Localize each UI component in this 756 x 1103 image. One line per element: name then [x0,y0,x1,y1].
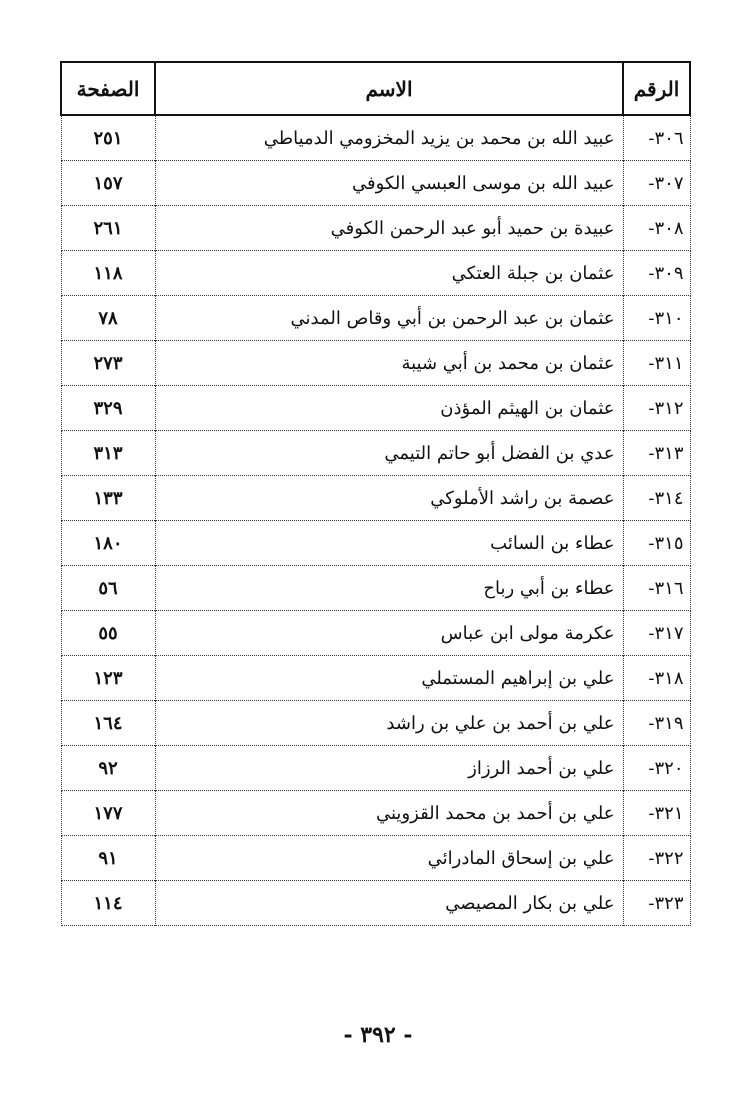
entry-number: ٣١٠- [623,296,690,341]
table-row [61,476,690,521]
entry-number: ٣٢١- [623,791,690,836]
table-row [61,206,690,251]
table-row [61,836,690,881]
entry-name: علي بن أحمد بن علي بن راشد [155,701,623,746]
entry-number: ٣٠٩- [623,251,690,296]
entry-page: ١٥٧ [61,161,155,206]
table-row [61,115,690,161]
entry-page: ٧٨ [61,296,155,341]
table-row [61,431,690,476]
entry-name: عصمة بن راشد الأملوكي [155,476,623,521]
table-row [61,566,690,611]
entry-page: ١٧٧ [61,791,155,836]
entry-name: عثمان بن عبد الرحمن بن أبي وقاص المدني [155,296,623,341]
entry-page: ١٨٠ [61,521,155,566]
header-name [155,62,623,115]
entry-name: عثمان بن محمد بن أبي شيبة [155,341,623,386]
entry-name: علي بن إبراهيم المستملي [155,656,623,701]
entry-page: ١١٤ [61,881,155,926]
entry-name: عبيد الله بن محمد بن يزيد المخزومي الدمياطي [155,115,623,161]
entry-name: عكرمة مولى ابن عباس [155,611,623,656]
entry-page: ٩١ [61,836,155,881]
entry-page: ٢٧٣ [61,341,155,386]
entry-page: ١٢٣ [61,656,155,701]
entry-number: ٣١١- [623,341,690,386]
table-row [61,296,690,341]
entry-number: ٣١٢- [623,386,690,431]
header-row [61,62,690,115]
table-row [61,251,690,296]
entry-number: ٣٠٦- [623,115,690,161]
entry-name: علي بن بكار المصيصي [155,881,623,926]
header-page-label: الصفحة [76,76,140,101]
entry-page: ٩٢ [61,746,155,791]
entry-number: ٣١٣- [623,431,690,476]
entry-number: ٣١٧- [623,611,690,656]
table-row [61,791,690,836]
entry-page: ٥٥ [61,611,155,656]
entry-page: ٣٢٩ [61,386,155,431]
entry-number: ٣١٤- [623,476,690,521]
entry-name: علي بن أحمد بن محمد القزويني [155,791,623,836]
page-number: - ٣٩٢ - [343,1022,413,1048]
entry-name: عطاء بن السائب [155,521,623,566]
entry-number: ٣٠٨- [623,206,690,251]
table-row [61,341,690,386]
header-number-label: الرقم [633,76,680,101]
header-number [623,62,690,115]
entry-name: علي بن أحمد الرزاز [155,746,623,791]
table-row [61,746,690,791]
entry-page: ٣١٣ [61,431,155,476]
table-row [61,701,690,746]
table-row [61,656,690,701]
entry-page: ١٦٤ [61,701,155,746]
table-header [61,62,690,115]
table-row [61,611,690,656]
table-row [61,386,690,431]
header-name-label: الاسم [365,76,413,101]
entry-name: عثمان بن الهيثم المؤذن [155,386,623,431]
entry-number: ٣١٦- [623,566,690,611]
table-row [61,881,690,926]
entry-page: ٢٥١ [61,115,155,161]
entry-name: عدي بن الفضل أبو حاتم التيمي [155,431,623,476]
entry-number: ٣١٩- [623,701,690,746]
entry-page: ١٣٣ [61,476,155,521]
entry-name: عبيدة بن حميد أبو عبد الرحمن الكوفي [155,206,623,251]
entry-name: عبيد الله بن موسى العبسي الكوفي [155,161,623,206]
entry-number: ٣٢٢- [623,836,690,881]
header-page [61,62,155,115]
entry-name: علي بن إسحاق المادرائي [155,836,623,881]
entry-name: عثمان بن جبلة العتكي [155,251,623,296]
table-body [61,115,690,926]
entry-number: ٣١٥- [623,521,690,566]
entry-page: ١١٨ [61,251,155,296]
entry-page: ٥٦ [61,566,155,611]
entry-number: ٣٢٣- [623,881,690,926]
table-row [61,161,690,206]
entry-number: ٣٢٠- [623,746,690,791]
entry-name: عطاء بن أبي رباح [155,566,623,611]
entry-number: ٣١٨- [623,656,690,701]
entry-page: ٢٦١ [61,206,155,251]
index-table [60,61,691,926]
table-row [61,521,690,566]
entry-number: ٣٠٧- [623,161,690,206]
